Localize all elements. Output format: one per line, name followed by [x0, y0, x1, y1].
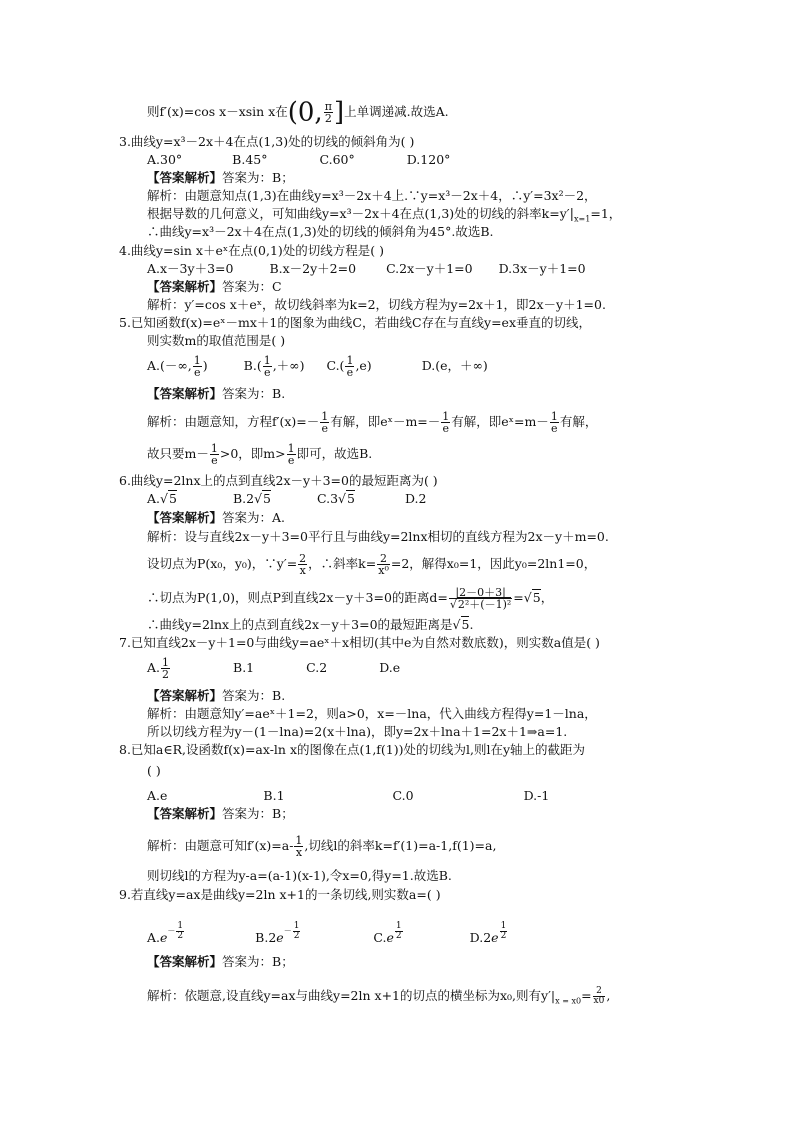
- option-c: C.0: [392, 788, 414, 803]
- option-d: D.-1: [523, 788, 550, 803]
- option-b: B.( $\frac{1}{e}$ ,＋∞): [243, 354, 305, 379]
- interval-close: ]: [333, 97, 345, 128]
- q8-stem-2: ( ): [147, 763, 161, 778]
- q5-stem-1: 5.已知函数f(x)=eˣ－mx＋1的图象为曲线C，若曲线C存在与直线y=ex垂直的切线，: [119, 315, 591, 330]
- option-b: $B.2e^{- \frac{1}{2}}$: [255, 920, 300, 946]
- q6-sol-3: ∴切点为P(1,0)，则点P到直线2x－y＋3=0的距离d= $\frac{|2-0+3|}{\text{√2²＋(－1)²}}$ =√5，: [147, 586, 554, 611]
- q4-options: [147, 261, 586, 277]
- option-c: C.2: [306, 660, 328, 675]
- q6-stem: 6.曲线y=2lnx上的点到直线2x－y＋3=0的最短距离为( ): [119, 473, 438, 488]
- option-d: D.120°: [406, 152, 451, 167]
- distance-fraction: $\frac{|2-0+3|}{\text{√2²＋(－1)²}}$: [449, 586, 512, 611]
- option-c: C.3√5: [316, 491, 355, 506]
- option-c: C.( $\frac{1}{e}$ ,e): [326, 354, 372, 379]
- q6-answer: 【答案解析】答案为：A.: [147, 510, 286, 525]
- option-d: D.e: [379, 660, 401, 675]
- q6-sol-2: 设切点为P(x₀，y₀)，∵y′= $\frac{2}{x}$ ，∴斜率k= $\frac{2}{\text{x⁰}}$ =2，解得x₀=1，因此y₀=2ln1=0，: [147, 552, 597, 577]
- text: 上单调递减.故选A.: [344, 104, 449, 119]
- q5-answer: 【答案解析】答案为：B.: [147, 386, 286, 401]
- q7-sol-1: 解析：由题意知y′=aeˣ＋1=2，则a>0，x=－lna，代入曲线方程得y=1－lna，: [147, 706, 597, 721]
- q9-sol: 解析：依题意,设直线y=ax与曲线y=2ln x+1的切点的横坐标为x₀,则有$y'|_{x = x0}=$ $\frac{2}{x0}$ ,: [147, 986, 611, 1006]
- q3-sol-3: ∴曲线y=x³－2x＋4在点(1,3)处的切线的倾斜角为45°.故选B.: [147, 224, 494, 239]
- q3-answer: [147, 170, 294, 186]
- option-a: A.x－3y＋3=0: [147, 261, 234, 276]
- q8-sol-2: 则切线l的方程为y-a=(a-1)(x-1),令x=0,得y=1.故选B.: [147, 868, 452, 883]
- q2-conclusion: [147, 97, 449, 128]
- option-b: B.2√5: [232, 491, 271, 506]
- q4-stem: 4.曲线y=sin x＋eˣ在点(0,1)处的切线方程是( ): [119, 243, 385, 258]
- option-d: D.(e，＋∞): [421, 358, 488, 373]
- q6-sol-4: ∴曲线y=2lnx上的点到直线2x－y＋3=0的最短距离是√5.: [147, 617, 474, 632]
- text: 则f′(x)=cos x－xsin x在: [147, 104, 288, 119]
- option-b: B.x－2y＋2=0: [269, 261, 357, 276]
- option-c: C.60°: [319, 152, 355, 167]
- option-b: B.1: [233, 660, 255, 675]
- option-d: D.2: [404, 491, 427, 506]
- q5-stem-2: 则实数m的取值范围是( ): [147, 333, 286, 348]
- answer-text: 答案为：B；: [222, 170, 294, 185]
- option-a: A.√5: [147, 491, 177, 506]
- q8-options: [147, 788, 549, 804]
- q7-answer: 【答案解析】答案为：B.: [147, 688, 286, 703]
- q9-options: [147, 922, 508, 951]
- option-a: A. $\frac{1}{2}$: [147, 656, 170, 681]
- q8-answer: 【答案解析】答案为：B；: [147, 806, 294, 821]
- q4-sol: 解析：y′=cos x＋eˣ，故切线斜率为k=2，切线方程为y=2x＋1，即2x－y＋1=0.: [147, 297, 606, 312]
- option-b: B.45°: [232, 152, 268, 167]
- q5-options: [147, 354, 488, 378]
- q6-sol-1: 解析：设与直线2x－y＋3=0平行且与曲线y=2lnx相切的直线方程为2x－y＋m=0.: [147, 529, 609, 544]
- q3-options: [147, 152, 450, 168]
- q6-options: [147, 491, 426, 507]
- option-a: A.(－∞, $\frac{1}{e}$ ): [147, 354, 208, 379]
- option-a: $A.e^{- \frac{1}{2}}$: [147, 920, 184, 946]
- interval-open: (0,: [287, 97, 323, 128]
- q5-sol-1: 解析：由题意知，方程f′(x)=－ $\frac{1}{e}$ 有解，即eˣ－m=－ $\frac{1}{e}$ 有解，即eˣ=m－ $\frac{1}{e}$ 有解，: [147, 410, 598, 435]
- answer-label: 【答案解析】: [147, 170, 223, 185]
- q3-sol-1: 解析：由题意知点(1,3)在曲线y=x³－2x＋4上.∵y=x³－2x＋4，∴y′=3x²－2，: [147, 188, 597, 203]
- q7-stem: 7.已知直线2x－y＋1=0与曲线y=aeˣ＋x相切(其中e为自然对数底数)，则实数a值是( ): [119, 635, 600, 650]
- option-c: C.2x－y＋1=0: [386, 261, 473, 276]
- option-d: D.3x－y＋1=0: [498, 261, 586, 276]
- q8-stem-1: 8.已知a∈R,设函数f(x)=ax-ln x的图像在点(1,f(1))处的切线为l,则l在y轴上的截距为: [119, 742, 586, 757]
- q4-answer: 【答案解析】答案为：C: [147, 279, 282, 294]
- option-a: A.e: [147, 788, 168, 803]
- option-a: A.30°: [147, 152, 183, 167]
- option-d: D.2e $^{\frac{1}{2}}$: [469, 920, 507, 946]
- q7-options: [147, 656, 400, 680]
- option-b: B.1: [263, 788, 285, 803]
- q9-stem: 9.若直线y=ax是曲线y=2ln x+1的一条切线,则实数a=( ): [119, 887, 441, 902]
- option-c: C.e $^{\frac{1}{2}}$: [373, 920, 402, 946]
- q8-sol-1: 解析：由题意可知f′(x)=a- $\frac{1}{x}$ ,切线l的斜率k=f′(1)=a-1,f(1)=a,: [147, 834, 497, 859]
- q9-answer: 【答案解析】答案为：B；: [147, 954, 294, 969]
- q7-sol-2: 所以切线方程为y－(1－lna)=2(x＋lna)，即y=2x＋lna＋1=2x＋1⇒a=1.: [147, 724, 568, 739]
- q3-sol-2: 根据导数的几何意义，可知曲线y=x³－2x＋4在点(1,3)处的切线的斜率$k=y'|_{x=1}=1$，: [147, 206, 622, 224]
- q3-stem: 3.曲线y=x³－2x＋4在点(1,3)处的切线的倾斜角为( ): [119, 134, 415, 149]
- pi-over-2: $\frac{\pi}{2}$: [324, 100, 332, 125]
- q5-sol-2: 故只要m－ $\frac{1}{e}$ >0，即m> $\frac{1}{e}$ 即可，故选B.: [147, 442, 373, 467]
